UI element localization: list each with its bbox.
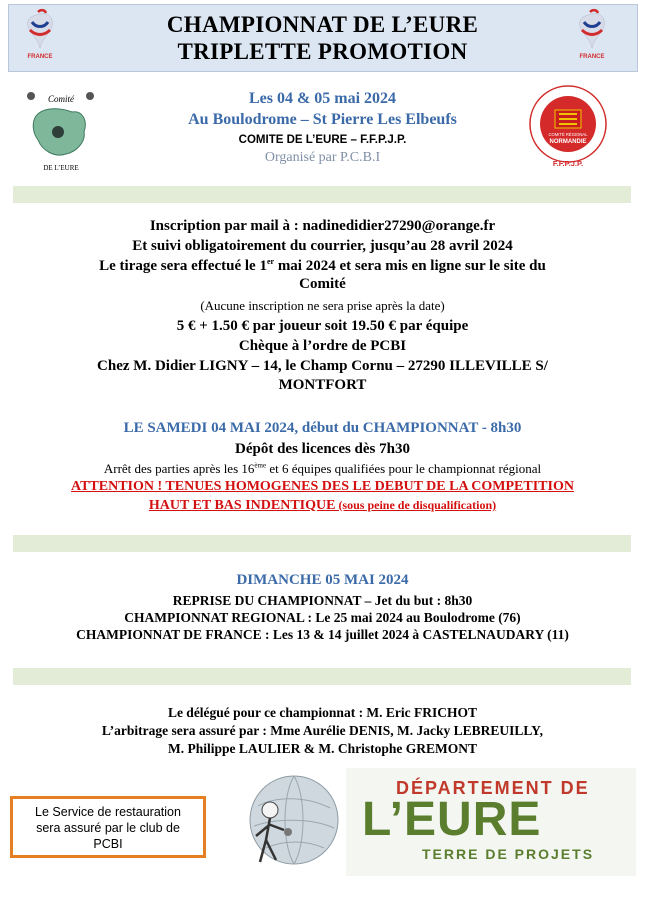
attention-penalty: (sous peine de disqualification) <box>335 498 497 512</box>
normandie-bottom-text: F.F.P.J.P. <box>552 159 584 168</box>
sunday-regional: CHAMPIONNAT REGIONAL : Le 25 mai 2024 au Boulodrome (76) <box>124 610 521 625</box>
restauration-line1: Le Service de restauration <box>35 805 181 819</box>
officials-arbitrage-1: L’arbitrage sera assuré par : Mme Aurélie DENIS, M. Jacky LEBREUILLY, <box>101 723 544 738</box>
saturday-heading: LE SAMEDI 04 MAI 2024, début du CHAMPIONNAT - 8h30 <box>123 420 522 436</box>
normandie-center-text-1: COMITÉ RÉGIONAL <box>548 132 588 137</box>
event-committee: COMITE DE L’EURE – F.F.P.J.P. <box>238 134 407 146</box>
separator-band-2 <box>13 535 631 552</box>
sunday-reprise: REPRISE DU CHAMPIONNAT – Jet du but : 8h30 <box>172 593 473 608</box>
inscription-price: 5 € + 1.50 € par joueur soit 19.50 € par équipe <box>176 318 469 334</box>
officials-arbitrage-2: M. Philippe LAULIER & M. Christophe GREMONT <box>167 741 478 756</box>
dept-top-text: DÉPARTEMENT DE <box>396 778 590 798</box>
inscription-line2: Et suivi obligatoirement du courrier, jusqu’au 28 avril 2024 <box>132 238 513 254</box>
separator-band-1 <box>13 186 631 203</box>
comite-logo-top-text: Comité <box>48 94 74 104</box>
inscription-address-2: MONTFORT <box>278 377 367 393</box>
page-title-line1: CHAMPIONNAT DE L’EURE <box>166 12 479 37</box>
separator-band-3 <box>13 668 631 685</box>
saturday-licences: Dépôt des licences dès 7h30 <box>235 441 410 457</box>
inscription-address-1: Chez M. Didier LIGNY – 14, le Champ Cornu – 27290 ILLEVILLE S/ <box>97 358 548 374</box>
restauration-box <box>10 796 206 858</box>
page-title-line2: TRIPLETTE PROMOTION <box>177 39 468 64</box>
sunday-france: CHAMPIONNAT DE FRANCE : Les 13 & 14 juillet 2024 à CASTELNAUDARY (11) <box>76 627 569 642</box>
stop-sup: ème <box>254 461 267 470</box>
attention-tenue: HAUT ET BAS INDENTIQUE <box>148 498 336 513</box>
tirage-text-a: Le tirage sera effectué le 1 <box>99 258 267 274</box>
event-venue: Au Boulodrome – St Pierre Les Elbeufs <box>188 111 457 128</box>
attention-line1: ATTENTION ! TENUES HOMOGENES DES LE DEBUT DE LA COMPETITION <box>71 479 574 494</box>
comite-logo-bottom-text: DE L’EURE <box>43 164 79 172</box>
dept-main-text: L’EURE <box>362 793 542 846</box>
attention-line2 <box>0 498 645 514</box>
sunday-heading: DIMANCHE 05 MAI 2024 <box>236 572 409 588</box>
event-dates: Les 04 & 05 mai 2024 <box>248 90 397 107</box>
departement-eure-logo <box>346 768 636 876</box>
inscription-line5: (Aucune inscription ne sera prise après la date) <box>200 298 445 313</box>
inscription-cheque: Chèque à l’ordre de PCBI <box>238 338 407 354</box>
ffpjp-left-label: FRANCE <box>27 54 53 60</box>
inscription-line4: Comité <box>299 276 346 292</box>
inscription-label: Inscription par mail à : <box>149 218 303 234</box>
restauration-line3: PCBI <box>93 837 123 851</box>
tirage-sup: er <box>266 257 275 266</box>
stop-text-b: et 6 équipes qualifiées pour le championnat régional <box>266 461 542 476</box>
officials-delegate: Le délégué pour ce championnat : M. Eric FRICHOT <box>167 705 478 720</box>
normandie-center-text-2: NORMANDIE <box>549 139 587 145</box>
tirage-text-b: mai 2024 et sera mis en ligne sur le site du <box>274 258 546 274</box>
inscription-line1 <box>0 218 645 235</box>
inscription-line3 <box>0 257 645 275</box>
event-organizer: Organisé par P.C.B.I <box>264 150 381 165</box>
petanque-illustration <box>236 766 346 876</box>
dept-bottom-text: TERRE DE PROJETS <box>422 846 595 862</box>
restauration-line2: sera assuré par le club de <box>36 821 180 835</box>
saturday-stop-info <box>0 461 645 477</box>
ffpjp-right-label: FRANCE <box>579 54 605 60</box>
stop-text-a: Arrêt des parties après les 16 <box>103 461 255 476</box>
inscription-email[interactable]: nadinedidier27290@orange.fr <box>302 218 496 234</box>
